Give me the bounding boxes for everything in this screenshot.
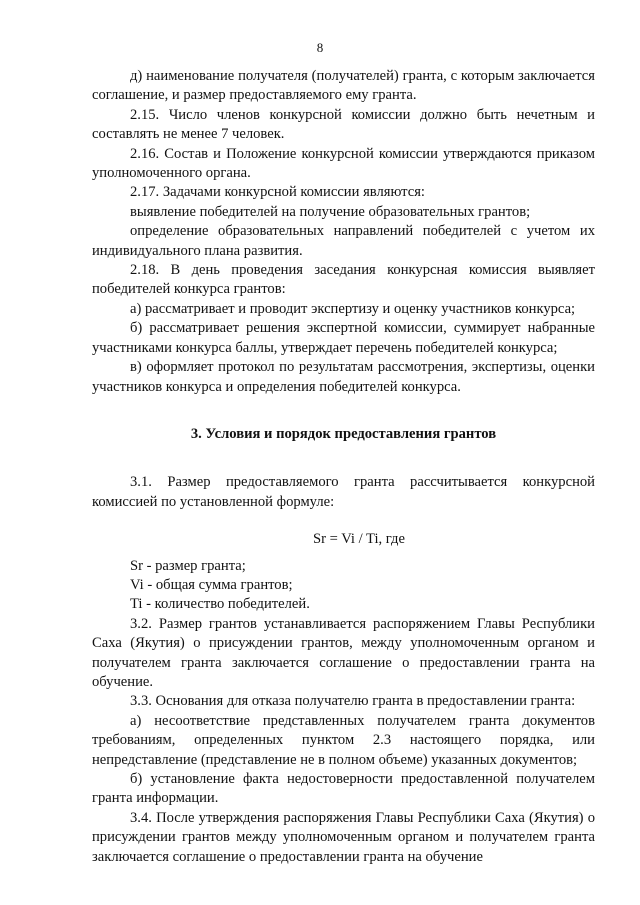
- paragraph-d-grant-recipient: д) наименование получателя (получателей) гранта, с которым заключается соглашение, и размер предоставляемого ему гранта.: [92, 68, 595, 104]
- section-heading: 3. Условия и порядок предоставления грантов: [190, 425, 497, 442]
- formula-legend-vi: Vi - общая сумма грантов;: [130, 576, 293, 593]
- grant-formula: Sr = Vi / Ti, где: [313, 531, 405, 548]
- paragraph-2-16: 2.16. Состав и Положение конкурсной комиссии утверждаются приказом уполномоченного органа.: [92, 145, 595, 182]
- paragraph-2-17-task-1: выявление победителей на получение образовательных грантов;: [130, 203, 531, 220]
- spacer: [92, 397, 595, 425]
- paragraph-2-18: 2.18. В день проведения заседания конкурсная комиссия выявляет победителей конкурса грантов:: [92, 262, 595, 298]
- paragraph-3-1: 3.1. Размер предоставляемого гранта рассчитывается конкурсной комиссией по установленной формуле:: [92, 474, 595, 510]
- spacer: [92, 512, 595, 530]
- spacer: [92, 550, 595, 557]
- page-content: [92, 67, 595, 867]
- paragraph-3-2: 3.2. Размер грантов устанавливается распоряжением Главы Республики Саха (Якутия) о присуждении грантов, между уполномоченным органом и получателем гранта заключается соглашение о предоставлении гранта на обучение.: [92, 615, 595, 690]
- spacer: [92, 444, 595, 473]
- paragraph-3-3-b: б) установление факта недостоверности предоставленной получателем гранта информации.: [92, 771, 595, 807]
- formula-legend-ti: Ti - количество победителей.: [130, 596, 310, 613]
- paragraph-2-17: 2.17. Задачами конкурсной комиссии являются:: [130, 184, 425, 201]
- paragraph-2-18-a: а) рассматривает и проводит экспертизу и оценку участников конкурса;: [130, 300, 576, 317]
- paragraph-2-18-v: в) оформляет протокол по результатам рассмотрения, экспертизы, оценки участников конкурса и определения победителей конкурса.: [92, 359, 595, 395]
- paragraph-2-18-b: б) рассматривает решения экспертной комиссии, суммирует набранные участниками конкурса баллы, утверждает перечень победителей конкурса;: [92, 320, 595, 356]
- formula-legend-sr: Sr - размер гранта;: [130, 557, 246, 574]
- paragraph-3-3: 3.3. Основания для отказа получателю гранта в предоставлении гранта:: [130, 693, 576, 710]
- paragraph-2-17-task-2: определение образовательных направлений победителей с учетом их индивидуального плана развития.: [92, 223, 595, 259]
- page-number: 8: [316, 40, 324, 55]
- paragraph-3-4: 3.4. После утверждения распоряжения Главы Республики Саха (Якутия) о присуждении грантов между уполномоченным органом и получателем гранта заключается соглашение о предоставлении гранта на обучение: [92, 809, 595, 865]
- paragraph-2-15: 2.15. Число членов конкурсной комиссии должно быть нечетным и составлять не менее 7 человек.: [92, 106, 595, 143]
- paragraph-3-3-a: а) несоответствие представленных получателем гранта документов требованиям, определенных пунктом 2.3 настоящего порядка, или непредставление (представление не в полном объеме) указанных документов;: [92, 712, 595, 768]
